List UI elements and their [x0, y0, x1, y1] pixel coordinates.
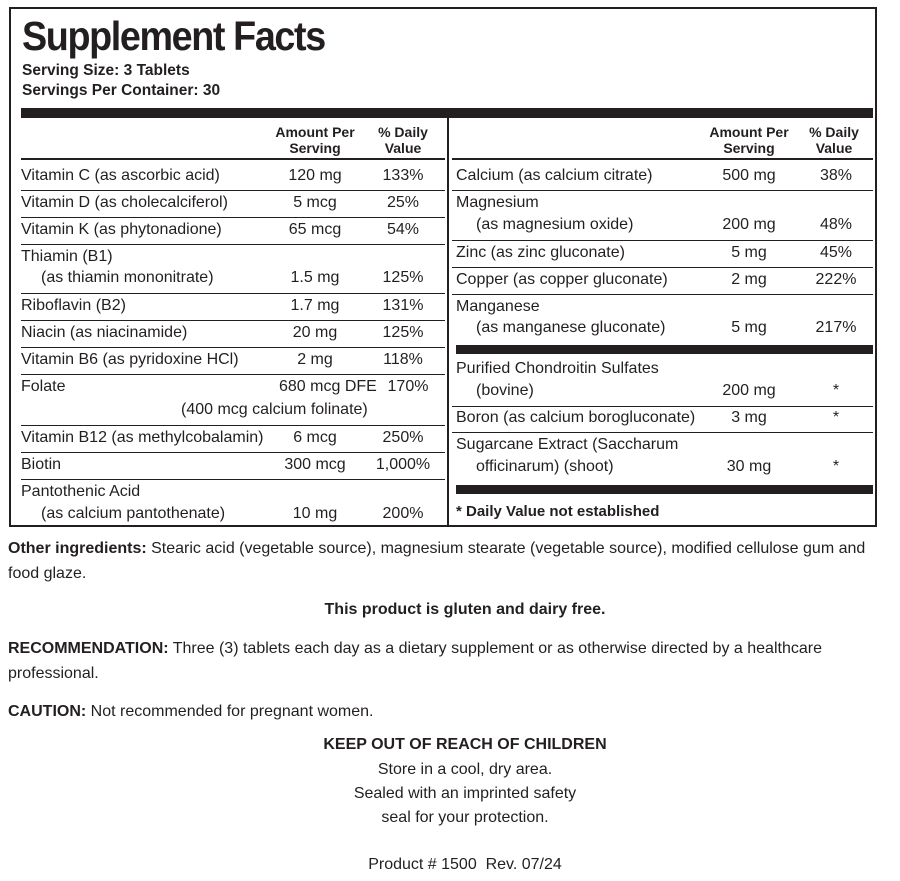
recommendation-label: RECOMMENDATION: — [8, 640, 169, 657]
nutrient-source: (as calcium pantothenate) — [41, 505, 226, 522]
nutrient-amount: 500 mg — [722, 167, 776, 184]
nutrient-name: Niacin (as niacinamide) — [21, 324, 188, 341]
nutrient-amount: 30 mg — [726, 458, 772, 475]
row-divider — [452, 267, 873, 268]
dv-footnote: * Daily Value not established — [456, 503, 660, 520]
nutrient-dv: 45% — [819, 244, 853, 261]
nutrient-amount: 1.5 mg — [290, 269, 340, 286]
servings-per-container: Servings Per Container: 30 — [22, 82, 221, 99]
recommendation — [8, 636, 888, 686]
nutrient-name: Biotin — [21, 456, 62, 473]
nutrient-amount: 5 mg — [731, 319, 767, 336]
nutrient-name: Riboflavin (B2) — [21, 297, 126, 314]
seal-line-1: Sealed with an imprinted safety — [353, 785, 577, 802]
header-text: Value — [815, 140, 853, 156]
nutrient-name: Vitamin K (as phytonadione) — [21, 221, 222, 238]
header-text: % Daily — [809, 124, 859, 140]
nutrient-dv: 133% — [382, 167, 424, 184]
other-ingredients-text: Stearic acid (vegetable source), magnesium stearate (vegetable source), modified cellulose gum and food glaze. — [8, 540, 866, 582]
header-text: % Daily — [378, 124, 428, 140]
nutrient-dv: 1,000% — [375, 456, 431, 473]
nutrient-dv: * — [832, 409, 840, 426]
nutrient-amount: 2 mg — [731, 271, 767, 288]
caution-text: Not recommended for pregnant women. — [86, 703, 374, 720]
serving-size: Serving Size: 3 Tablets — [22, 62, 190, 79]
nutrient-dv: 118% — [383, 351, 423, 368]
row-divider — [452, 190, 873, 191]
nutrient-name: Manganese — [456, 298, 540, 315]
nutrient-amount: 6 mcg — [293, 429, 337, 446]
nutrient-name: Vitamin D (as cholecalciferol) — [21, 194, 228, 211]
nutrient-name: Pantothenic Acid — [21, 483, 141, 500]
nutrient-name: Folate — [21, 378, 66, 395]
top-rule — [21, 108, 873, 118]
nutrient-source: (bovine) — [476, 382, 534, 399]
row-divider — [21, 293, 445, 294]
nutrient-source: (as magnesium oxide) — [476, 216, 634, 233]
nutrient-name: Zinc (as zinc gluconate) — [456, 244, 625, 261]
nutrient-dv: 38% — [819, 167, 853, 184]
nutrient-amount: 3 mg — [731, 409, 767, 426]
product-info: Product # 1500 Rev. 07/24 — [368, 856, 562, 873]
right-header-rule — [452, 158, 873, 160]
nutrient-dv: 131% — [382, 297, 424, 314]
row-divider — [21, 452, 445, 453]
column-divider — [447, 118, 449, 527]
right-amount-header — [703, 124, 795, 156]
header-text: Amount Per — [709, 124, 789, 140]
nutrient-amount: 200 mg — [722, 216, 776, 233]
nutrient-source: (as thiamin mononitrate) — [41, 269, 214, 286]
row-divider — [21, 347, 445, 348]
section-rule — [456, 485, 873, 494]
nutrient-name: Vitamin C (as ascorbic acid) — [21, 167, 220, 184]
nutrient-name: Sugarcane Extract (Saccharum — [456, 436, 679, 453]
nutrient-dv: 200% — [382, 505, 424, 522]
nutrient-name: Vitamin B12 (as methylcobalamin) — [21, 429, 264, 446]
nutrient-amount: 2 mg — [297, 351, 333, 368]
nutrient-name: Magnesium — [456, 194, 539, 211]
nutrient-amount: 65 mcg — [288, 221, 342, 238]
nutrient-amount: 5 mcg — [293, 194, 337, 211]
nutrient-amount: 10 mg — [292, 505, 338, 522]
right-dv-header — [799, 124, 869, 156]
row-divider — [21, 425, 445, 426]
nutrient-dv: 54% — [386, 221, 420, 238]
header-text: Value — [384, 140, 422, 156]
row-divider — [452, 432, 873, 433]
nutrient-dv: * — [832, 382, 840, 399]
left-dv-header — [369, 124, 437, 156]
other-ingredients — [8, 536, 888, 586]
left-amount-header — [269, 124, 361, 156]
nutrient-source: (400 mcg calcium folinate) — [181, 401, 368, 418]
nutrient-dv: 125% — [382, 324, 424, 341]
nutrient-dv: * — [832, 458, 840, 475]
left-header-rule — [21, 158, 445, 160]
nutrient-dv: 222% — [815, 271, 857, 288]
nutrient-name: Vitamin B6 (as pyridoxine HCl) — [21, 351, 239, 368]
nutrient-amount: 1.7 mg — [290, 297, 340, 314]
row-divider — [21, 374, 445, 375]
supplement-facts-panel — [9, 7, 877, 527]
nutrient-dv: 25% — [386, 194, 420, 211]
seal-line-2: seal for your protection. — [381, 809, 549, 826]
row-divider — [21, 190, 445, 191]
nutrient-name: Thiamin (B1) — [21, 248, 113, 265]
nutrient-amount: 680 mcg DFE — [279, 378, 377, 395]
row-divider — [452, 240, 873, 241]
nutrient-dv: 250% — [382, 429, 424, 446]
gluten-statement: This product is gluten and dairy free. — [324, 601, 606, 618]
nutrient-dv: 125% — [382, 269, 424, 286]
nutrient-name: Calcium (as calcium citrate) — [456, 167, 653, 184]
nutrient-amount: 20 mg — [292, 324, 338, 341]
caution-label: CAUTION: — [8, 703, 87, 720]
other-ingredients-label: Other ingredients: — [8, 540, 147, 557]
nutrient-dv: 48% — [819, 216, 853, 233]
row-divider — [21, 320, 445, 321]
nutrient-amount: 120 mg — [288, 167, 342, 184]
nutrient-amount: 5 mg — [731, 244, 767, 261]
row-divider — [21, 217, 445, 218]
header-text: Amount Per — [275, 124, 355, 140]
nutrient-name: Copper (as copper gluconate) — [456, 271, 668, 288]
nutrient-dv: 170% — [387, 378, 429, 395]
header-text: Serving — [723, 140, 775, 156]
nutrient-dv: 217% — [815, 319, 857, 336]
storage-line: Store in a cool, dry area. — [377, 761, 553, 778]
caution — [8, 699, 888, 724]
row-divider — [452, 294, 873, 295]
recommendation-text: Three (3) tablets each day as a dietary supplement or as otherwise directed by a healthcare professional. — [8, 640, 822, 682]
nutrient-source: (as manganese gluconate) — [476, 319, 666, 336]
nutrient-source: officinarum) (shoot) — [476, 458, 614, 475]
nutrient-amount: 300 mcg — [284, 456, 346, 473]
nutrient-amount: 200 mg — [722, 382, 776, 399]
section-rule — [456, 345, 873, 354]
nutrient-name: Purified Chondroitin Sulfates — [456, 360, 659, 377]
panel-title: Supplement Facts — [22, 13, 325, 59]
row-divider — [452, 406, 873, 407]
warning-heading: KEEP OUT OF REACH OF CHILDREN — [323, 736, 607, 753]
header-text: Serving — [289, 140, 341, 156]
row-divider — [21, 244, 445, 245]
row-divider — [21, 479, 445, 480]
nutrient-name: Boron (as calcium borogluconate) — [456, 409, 696, 426]
